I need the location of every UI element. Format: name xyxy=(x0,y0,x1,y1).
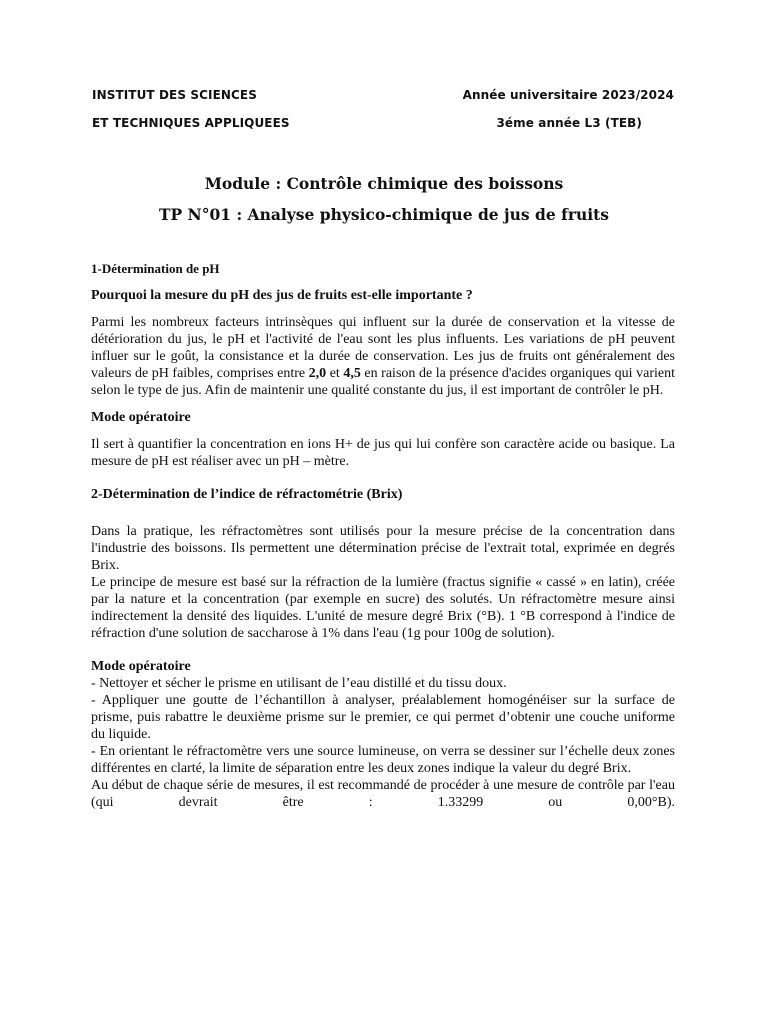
ph-high-value: 4,5 xyxy=(343,366,361,381)
section1-para-a: Parmi les nombreux facteurs intrinsèques qui influent sur la durée de conservation et la vitesse de détérioration du jus, le pH et l'activité de l'eau sont les plus influents. Les variations de pH peuvent influer sur le goût, la consistance et la durée de conservation. Les jus de fruits ont généralement des valeurs de pH faibles, comprises entre xyxy=(91,315,675,381)
section2-step1: - Nettoyer et sécher le prisme en utilisant de l’eau distillé et du tissu doux. xyxy=(91,676,507,691)
ph-low-value: 2,0 xyxy=(308,366,327,381)
tp-title: TP N°01 : Analyse physico-chimique de jus de fruits xyxy=(158,205,610,224)
section1-mode-heading: Mode opératoire xyxy=(91,410,191,425)
section2-mode-heading: Mode opératoire xyxy=(91,659,191,674)
section1-heading: 1-Détermination de pH xyxy=(91,261,220,276)
section1-question: Pourquoi la mesure du pH des jus de fruits est-elle importante ? xyxy=(91,288,473,303)
section2-step3: - En orientant le réfractomètre vers une source lumineuse, on verra se dessiner sur l’échelle deux zones différentes en clarté, la limite de séparation entre les deux zones indique la valeur du degré Brix. xyxy=(91,744,675,776)
module-title: Module : Contrôle chimique des boissons xyxy=(204,174,564,193)
section2-paragraph2: Le principe de mesure est basé sur la réfraction de la lumière (fractus signifie « cassé » en latin), créée par la nature et la concentration (par exemple en sucre) des solutés. Un réfractomètre mesure ainsi indirectement la densité des liquides. L'unité de mesure degré Brix (°B). 1 °B correspond à l'indice de réfraction d'une solution de saccharose à 1% dans l'eau (1g pour 100g de solution). xyxy=(91,575,675,641)
section2-note: Au début de chaque série de mesures, il est recommandé de procéder à une mesure de contrôle par l'eau (qui devrait être : 1.33299 ou 0,00°B). xyxy=(91,778,675,810)
section2-step2: - Appliquer une goutte de l’échantillon à analyser, préalablement homogénéiser sur la surface de prisme, puis rabattre le deuxième prisme sur le premier, ce qui permet d’obtenir une couche uniforme du liquide. xyxy=(91,693,675,742)
section2-paragraph1: Dans la pratique, les réfractomètres sont utilisés pour la mesure précise de la concentration dans l'industrie des boissons. Ils permettent une détermination précise de l'extrait total, exprimée en degrés Brix. xyxy=(91,524,675,573)
document-body xyxy=(91,260,675,811)
section1-para-b: en raison de la présence d'acides organiques qui varient selon le type de jus. Afin de maintenir une qualité constante du jus, il est important de contrôler le pH. xyxy=(91,366,675,398)
and-text: et xyxy=(326,366,344,381)
academic-year: Année universitaire 2023/2024 xyxy=(462,88,674,102)
study-level: 3éme année L3 (TEB) xyxy=(496,116,642,130)
institute-name-line1: INSTITUT DES SCIENCES xyxy=(92,88,257,102)
institute-name-line2: ET TECHNIQUES APPLIQUEES xyxy=(92,116,290,130)
section2-heading: 2-Détermination de l’indice de réfractométrie (Brix) xyxy=(91,487,403,502)
section1-mode-text: Il sert à quantifier la concentration en ions H+ de jus qui lui confère son caractère acide ou basique. La mesure de pH est réaliser avec un pH – mètre. xyxy=(91,437,675,469)
section1-paragraph xyxy=(91,314,675,399)
